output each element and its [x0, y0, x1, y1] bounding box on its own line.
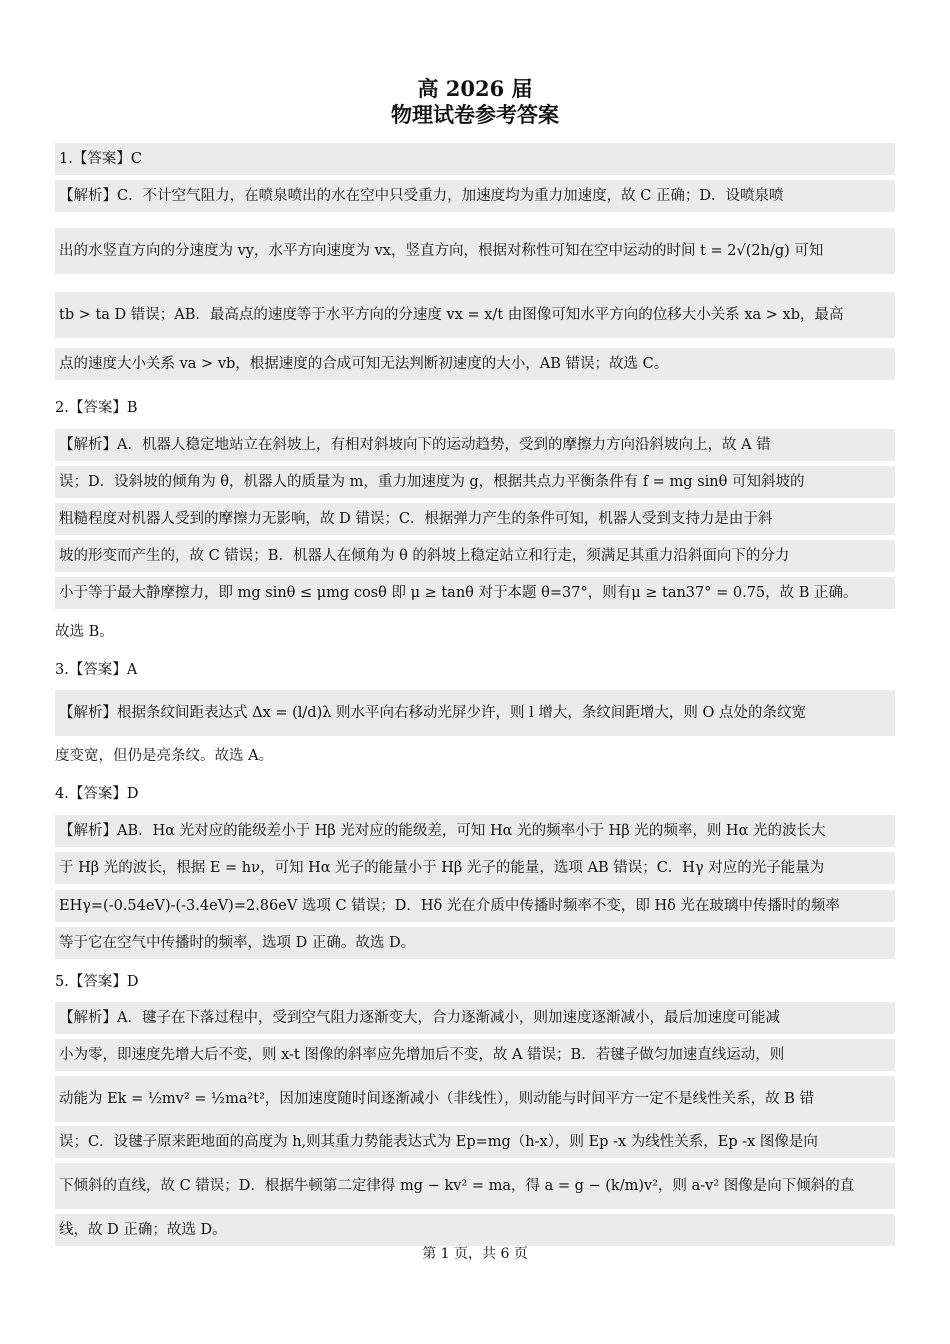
q2-analysis-line: 故选 B。 — [55, 624, 114, 640]
q2-analysis-line: 粗糙程度对机器人受到的摩擦力无影响，故 D 错误；C．根据弹力产生的条件可知，机器人受到支持力是由于斜 — [55, 503, 895, 535]
q4-analysis-line: 等于它在空气中传播时的频率，选项 D 正确。故选 D。 — [55, 927, 895, 959]
page-title: 高 2026 届 — [417, 76, 533, 101]
q5-analysis-line: 动能为 Ek = ½mv² = ½ma²t²，因加速度随时间逐渐减小（非线性），则动能与时间平方一定不是线性关系，故 B 错 — [55, 1076, 895, 1122]
q2-analysis-line: 【解析】A．机器人稳定地站立在斜坡上，有相对斜坡向下的运动趋势，受到的摩擦力方向沿斜坡向上，故 A 错 — [55, 429, 895, 461]
q5-analysis-line: 误；C．设毽子原来距地面的高度为 h,则其重力势能表达式为 Ep=mg（h-x），则 Ep -x 为线性关系，Ep -x 图像是向 — [55, 1126, 895, 1158]
page-footer: 第 1 页，共 6 页 — [422, 1246, 528, 1262]
q4-analysis-line: EHγ=(-0.54eV)-(-3.4eV)=2.86eV 选项 C 错误；D．Hδ 光在介质中传播时频率不变，即 Hδ 光在玻璃中传播时的频率 — [55, 890, 895, 922]
q1-analysis-line: 出的水竖直方向的分速度为 vy，水平方向速度为 vx，竖直方向，根据对称性可知在空中运动的时间 t = 2√(2h/g) 可知 — [55, 228, 895, 274]
q3-analysis-line: 度变宽，但仍是亮条纹。故选 A。 — [55, 748, 274, 764]
q1-analysis-line: tb > ta D 错误；AB．最高点的速度等于水平方向的分速度 vx = x/t 由图像可知水平方向的位移大小关系 xa > xb，最高 — [55, 292, 895, 338]
q4-analysis-line: 于 Hβ 光的波长，根据 E = hν，可知 Hα 光子的能量小于 Hβ 光子的能量，选项 AB 错误；C．Hγ 对应的光子能量为 — [55, 852, 895, 884]
q1-answer: 1.【答案】C — [55, 143, 895, 175]
q5-analysis-line: 下倾斜的直线，故 C 错误；D．根据牛顿第二定律得 mg − kv² = ma，得 a = g − (k/m)v²，则 a-v² 图像是向下倾斜的直 — [55, 1163, 895, 1209]
q5-analysis-line: 线，故 D 正确；故选 D。 — [55, 1214, 895, 1246]
q1-analysis-line: 点的速度大小关系 va > vb，根据速度的合成可知无法判断初速度的大小，AB 错误；故选 C。 — [55, 348, 895, 380]
q4-analysis-line: 【解析】AB．Hα 光对应的能级差小于 Hβ 光对应的能级差，可知 Hα 光的频率小于 Hβ 光的频率，则 Hα 光的波长大 — [55, 815, 895, 847]
page-subtitle: 物理试卷参考答案 — [391, 102, 559, 127]
q5-analysis-line: 【解析】A．毽子在下落过程中，受到空气阻力逐渐变大，合力逐渐减小，则加速度逐渐减小，最后加速度可能减 — [55, 1002, 895, 1034]
q5-analysis-line: 小为零，即速度先增大后不变，则 x-t 图像的斜率应先增加后不变，故 A 错误；B．若毽子做匀加速直线运动，则 — [55, 1039, 895, 1071]
q1-analysis-line: 【解析】C．不计空气阻力，在喷泉喷出的水在空中只受重力，加速度均为重力加速度，故 C 正确；D．设喷泉喷 — [55, 180, 895, 212]
q4-answer: 4.【答案】D — [55, 786, 139, 802]
q3-analysis-line: 【解析】根据条纹间距表达式 Δx = (l/d)λ 则水平向右移动光屏少许，则 l 增大，条纹间距增大，则 O 点处的条纹宽 — [55, 690, 895, 736]
q2-answer: 2.【答案】B — [55, 400, 138, 416]
q2-analysis-line: 小于等于最大静摩擦力，即 mg sinθ ≤ μmg cosθ 即 μ ≥ tanθ 对于本题 θ=37°，则有μ ≥ tan37° = 0.75，故 B 正确。 — [55, 577, 895, 609]
q2-analysis-line: 坡的形变而产生的，故 C 错误；B．机器人在倾角为 θ 的斜坡上稳定站立和行走，须满足其重力沿斜面向下的分力 — [55, 540, 895, 572]
q2-analysis-line: 误；D．设斜坡的倾角为 θ，机器人的质量为 m，重力加速度为 g，根据共点力平衡条件有 f = mg sinθ 可知斜坡的 — [55, 466, 895, 498]
q3-answer: 3.【答案】A — [55, 662, 138, 678]
q5-answer: 5.【答案】D — [55, 974, 139, 990]
